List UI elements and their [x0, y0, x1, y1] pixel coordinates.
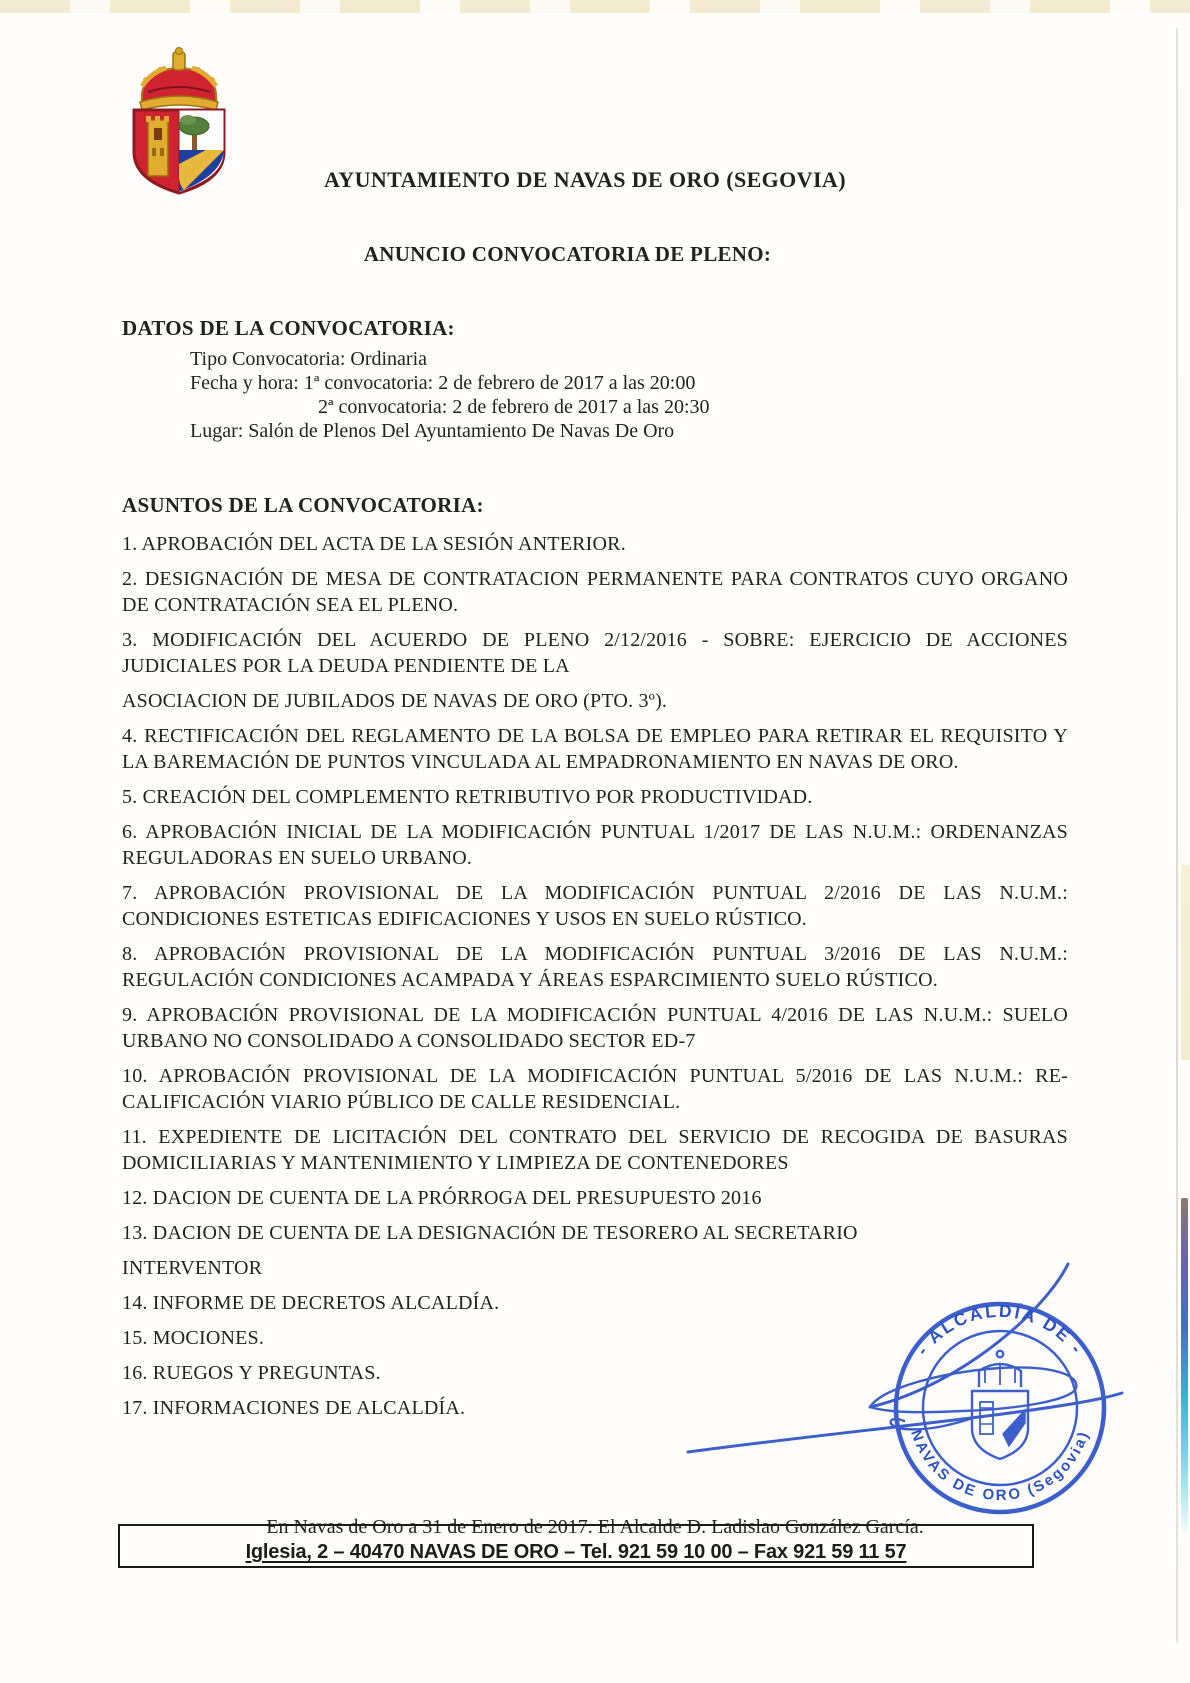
datos-lines [190, 347, 710, 443]
crown-icon [140, 48, 218, 111]
agenda-item-2: 2. DESIGNACIÓN DE MESA DE CONTRATACION PERMANENTE PARA CONTRATOS CUYO ORGANO DE CONTRATACIÓN SEA EL PLENO. [122, 568, 1068, 616]
stamp-text-top: - ALCALDÍA DE - [912, 1300, 1088, 1359]
asuntos-heading: ASUNTOS DE LA CONVOCATORIA: [122, 493, 484, 517]
document-subtitle: ANUNCIO CONVOCATORIA DE PLENO: [363, 242, 772, 267]
agenda-item-7: 7. APROBACIÓN PROVISIONAL DE LA MODIFICACIÓN PUNTUAL 2/2016 DE LAS N.U.M.: CONDICIONES ESTETICAS EDIFICACIONES Y USOS EN SUELO RÚSTICO. [122, 882, 1068, 930]
scan-artifact-top-strip [0, 0, 1190, 13]
stamp-text-bottom: NAVAS DE ORO (Segovia) [907, 1427, 1093, 1505]
agenda-item-1: 1. APROBACIÓN DEL ACTA DE LA SESIÓN ANTERIOR. [122, 533, 626, 555]
agenda-item-5: 5. CREACIÓN DEL COMPLEMENTO RETRIBUTIVO POR PRODUCTIVIDAD. [122, 786, 813, 808]
datos-heading: DATOS DE LA CONVOCATORIA: [122, 316, 455, 340]
agenda-item-3-cont: ASOCIACION DE JUBILADOS DE NAVAS DE ORO (PTO. 3º). [122, 690, 668, 712]
agenda-item-9: 9. APROBACIÓN PROVISIONAL DE LA MODIFICACIÓN PUNTUAL 4/2016 DE LAS N.U.M.: SUELO URBANO NO CONSOLIDADO A CONSOLIDADO SECTOR ED-7 [122, 1004, 1068, 1052]
agenda-item-3: 3. MODIFICACIÓN DEL ACUERDO DE PLENO 2/12/2016 - SOBRE: EJERCICIO DE ACCIONES JUDICIALES POR LA DEUDA PENDIENTE DE LA [122, 629, 1068, 677]
agenda-item-10: 10. APROBACIÓN PROVISIONAL DE LA MODIFICACIÓN PUNTUAL 5/2016 DE LAS N.U.M.: RE-CALIFICACIÓN VIARIO PÚBLICO DE CALLE RESIDENCIAL. [122, 1065, 1068, 1113]
agenda-item-13-cont: INTERVENTOR [122, 1257, 263, 1279]
agenda-item-6: 6. APROBACIÓN INICIAL DE LA MODIFICACIÓN PUNTUAL 1/2017 DE LAS N.U.M.: ORDENANZAS REGULADORAS EN SUELO URBANO. [122, 821, 1068, 869]
agenda-item-12: 12. DACION DE CUENTA DE LA PRÓRROGA DEL PRESUPUESTO 2016 [122, 1187, 762, 1209]
datos-tipo: Tipo Convocatoria: Ordinaria [190, 348, 428, 370]
datos-fecha-2: 2ª convocatoria: 2 de febrero de 2017 a las 20:30 [318, 396, 710, 418]
agenda-item-4: 4. RECTIFICACIÓN DEL REGLAMENTO DE LA BOLSA DE EMPLEO PARA RETIRAR EL REQUISITO Y LA BAREMACIÓN DE PUNTOS VINCULADA AL EMPADRONAMIENTO EN NAVAS DE ORO. [122, 725, 1068, 773]
footer-address-text: Iglesia, 2 – 40470 NAVAS DE ORO – Tel. 921 59 10 00 – Fax 921 59 11 57 [245, 1541, 907, 1563]
datos-lugar: Lugar: Salón de Plenos Del Ayuntamiento De Navas De Oro [190, 420, 675, 442]
agenda-item-14: 14. INFORME DE DECRETOS ALCALDÍA. [122, 1292, 500, 1314]
agenda-item-17: 17. INFORMACIONES DE ALCALDÍA. [122, 1397, 466, 1419]
scan-artifact-color-strip [1181, 1198, 1188, 1538]
scan-artifact-cream-strip [1181, 865, 1190, 1060]
agenda-item-13: 13. DACION DE CUENTA DE LA DESIGNACIÓN DE TESORERO AL SECRETARIO [122, 1222, 858, 1244]
agenda-item-16: 16. RUEGOS Y PREGUNTAS. [122, 1362, 381, 1384]
scan-artifact-page-edge [1176, 28, 1178, 1643]
alcaldia-stamp [655, 1252, 1135, 1537]
closing-line: En Navas de Oro a 31 de Enero de 2017. El Alcalde D. Ladislao González García. [266, 1516, 924, 1538]
agenda-item-15: 15. MOCIONES. [122, 1327, 265, 1349]
agenda-item-8: 8. APROBACIÓN PROVISIONAL DE LA MODIFICACIÓN PUNTUAL 3/2016 DE LAS N.U.M.: REGULACIÓN CONDICIONES ACAMPADA Y ÁREAS ESPARCIMIENTO SUELO RÚSTICO. [122, 943, 1068, 991]
signature-stroke [688, 1264, 1122, 1452]
document-title: AYUNTAMIENTO DE NAVAS DE ORO (SEGOVIA) [324, 166, 846, 192]
agenda-item-11: 11. EXPEDIENTE DE LICITACIÓN DEL CONTRATO DEL SERVICIO DE RECOGIDA DE BASURAS DOMICILIARIAS Y MANTENIMIENTO Y LIMPIEZA DE CONTENEDORES [122, 1126, 1068, 1174]
datos-fecha-1: Fecha y hora: 1ª convocatoria: 2 de febrero de 2017 a las 20:00 [190, 372, 696, 394]
